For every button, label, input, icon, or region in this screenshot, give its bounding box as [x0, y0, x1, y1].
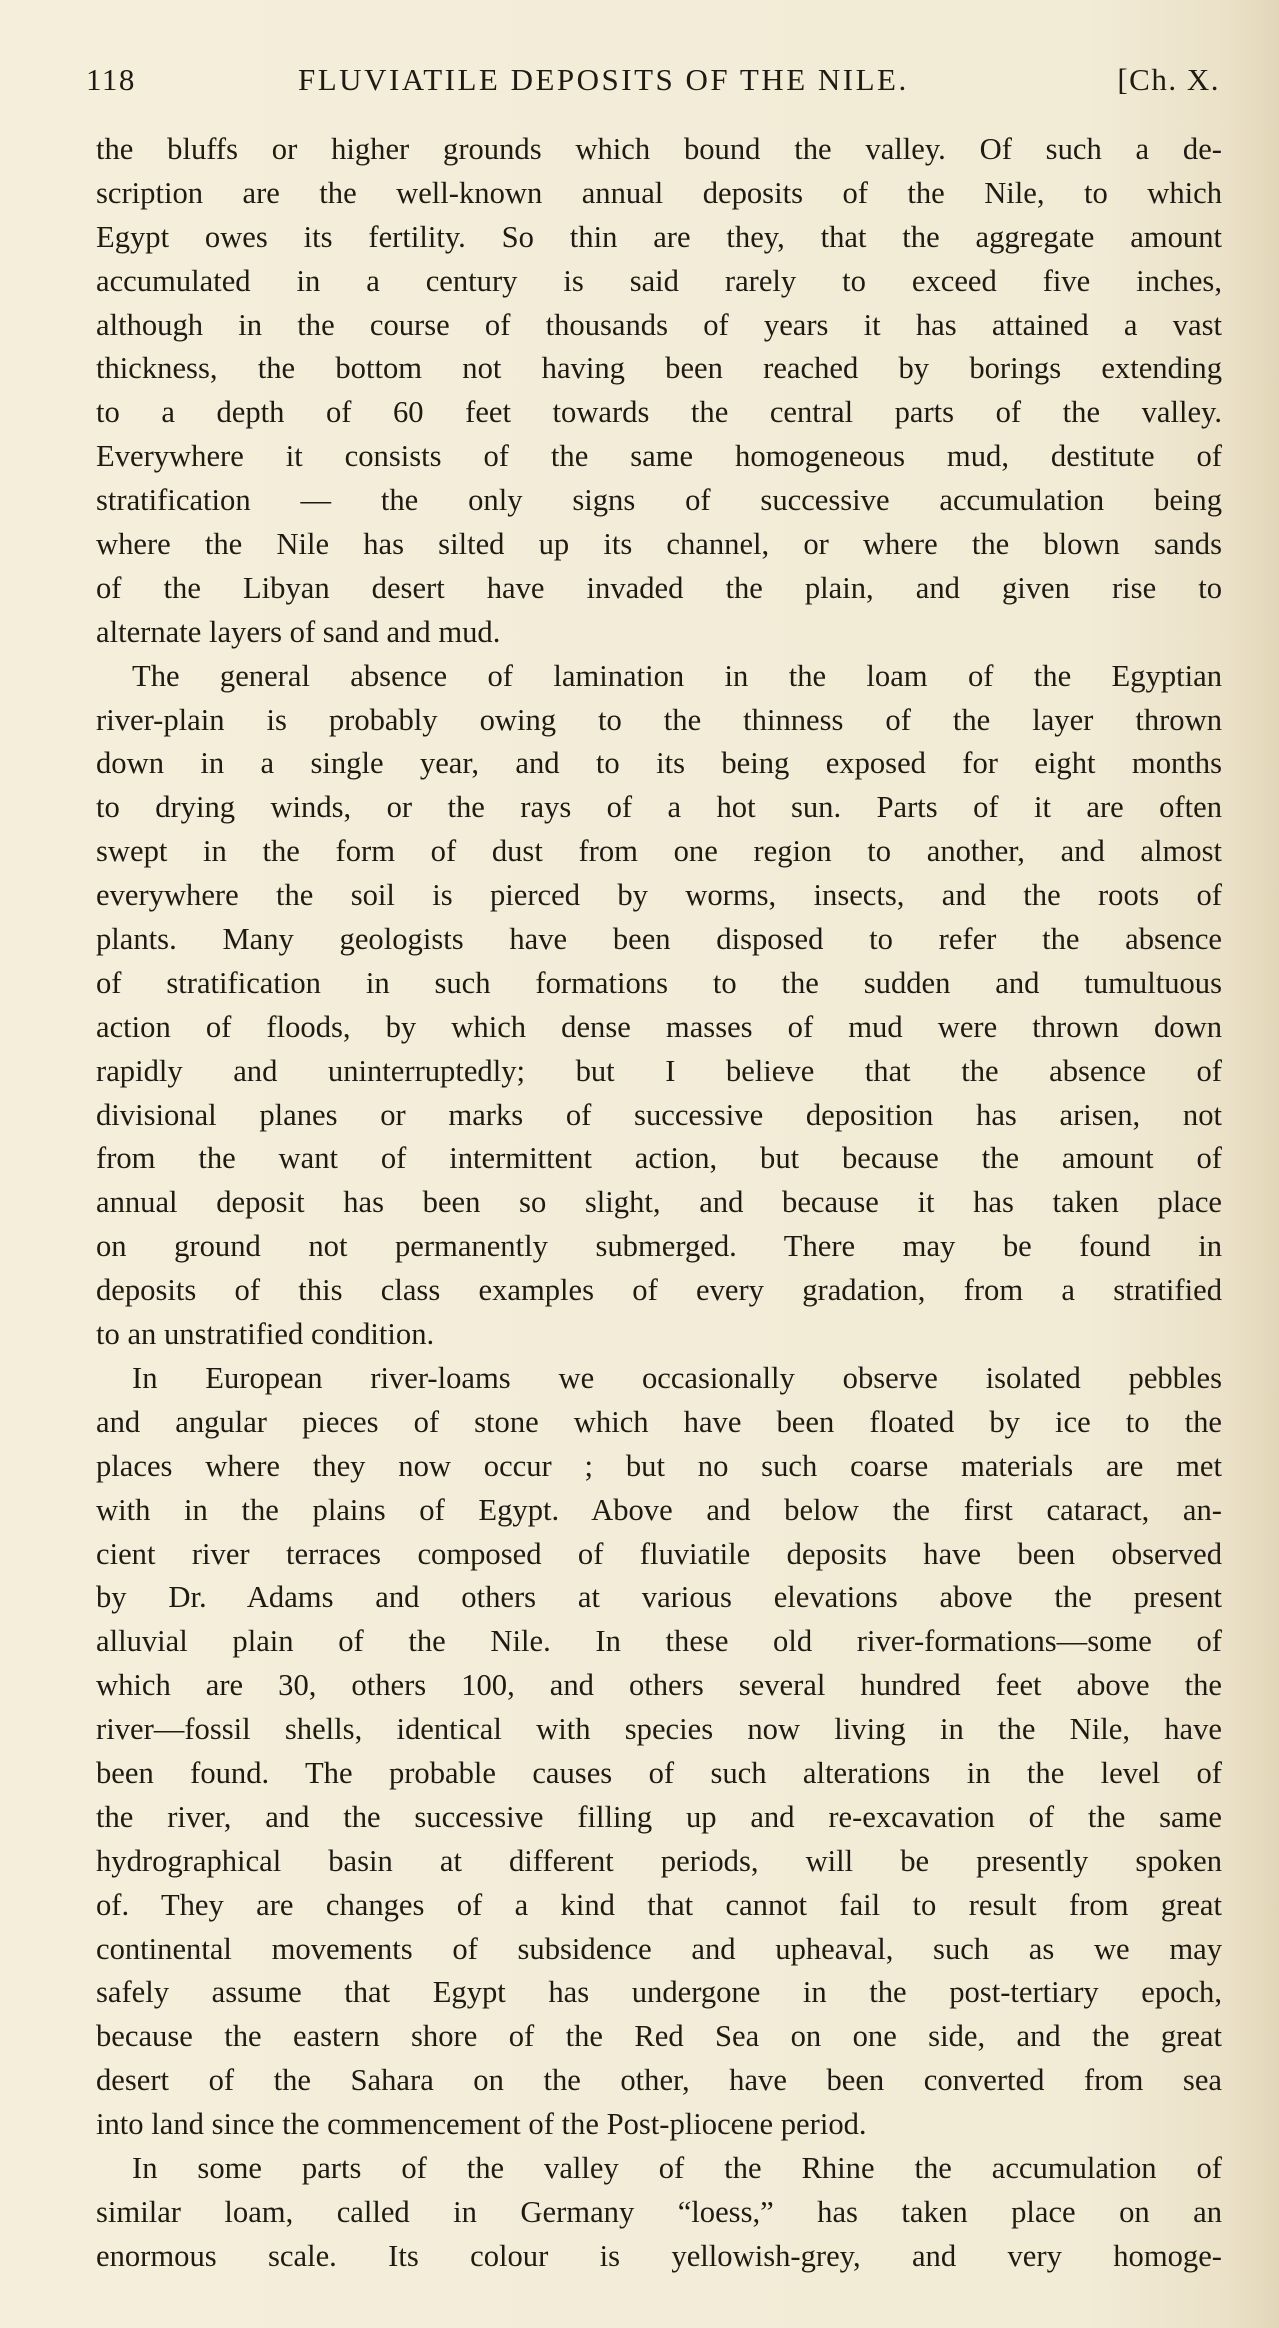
text-line: action of floods, by which dense masses of mud were thrown down [96, 1009, 1222, 1044]
text-line: plants. Many geologists have been disposed to refer the absence [96, 922, 1222, 957]
text-line: of. They are changes of a kind that cannot fail to result from great [96, 1887, 1222, 1922]
text-line: cient river terraces composed of fluviatile deposits have been observed [96, 1536, 1222, 1571]
text-line: on ground not permanently submerged. There may be found in [96, 1229, 1222, 1264]
chapter-label: [Ch. X. [1117, 62, 1220, 97]
text-line: Everywhere it consists of the same homogeneous mud, destitute of [96, 439, 1222, 474]
text-line: the river, and the successive filling up and re-excavation of the same [96, 1799, 1222, 1834]
text-line: from the want of intermittent action, but because the amount of [96, 1141, 1222, 1176]
running-title: FLUVIATILE DEPOSITS OF THE NILE. [298, 62, 909, 97]
text-line: to a depth of 60 feet towards the central parts of the valley. [96, 395, 1222, 430]
text-line: stratification — the only signs of successive accumulation being [96, 483, 1222, 518]
text-line: In European river-loams we occasionally observe isolated pebbles [132, 1360, 1222, 1395]
text-line: hydrographical basin at different periods, will be presently spoken [96, 1843, 1222, 1878]
text-line: to drying winds, or the rays of a hot sun. Parts of it are often [96, 790, 1222, 825]
text-line: of the Libyan desert have invaded the plain, and given rise to [96, 570, 1222, 605]
text-line: to an unstratified condition. [96, 1317, 435, 1352]
text-line: similar loam, called in Germany “loess,” has taken place on an [96, 2194, 1222, 2229]
text-line: down in a single year, and to its being exposed for eight months [96, 746, 1222, 781]
text-line: In some parts of the valley of the Rhine the accumulation of [132, 2150, 1222, 2185]
running-header [86, 62, 1220, 114]
text-line: with in the plains of Egypt. Above and below the first cataract, an- [96, 1492, 1222, 1527]
text-line: desert of the Sahara on the other, have been converted from sea [96, 2063, 1222, 2098]
text-line: by Dr. Adams and others at various elevations above the present [96, 1580, 1222, 1615]
text-line: continental movements of subsidence and upheaval, such as we may [96, 1931, 1222, 1966]
text-line: enormous scale. Its colour is yellowish-grey, and very homoge- [96, 2238, 1222, 2273]
text-line: thickness, the bottom not having been reached by borings extending [96, 351, 1222, 386]
text-line: river-plain is probably owing to the thinness of the layer thrown [96, 702, 1222, 737]
text-line: accumulated in a century is said rarely to exceed five inches, [96, 263, 1222, 298]
text-line: Egypt owes its fertility. So thin are they, that the aggregate amount [96, 219, 1222, 254]
text-line: been found. The probable causes of such alterations in the level of [96, 1755, 1222, 1790]
text-line: rapidly and uninterruptedly; but I believe that the absence of [96, 1053, 1222, 1088]
text-line: into land since the commencement of the Post-pliocene period. [96, 2107, 867, 2142]
text-line: because the eastern shore of the Red Sea on one side, and the great [96, 2019, 1222, 2054]
text-line: of stratification in such formations to the sudden and tumultuous [96, 965, 1222, 1000]
text-line: which are 30, others 100, and others several hundred feet above the [96, 1668, 1222, 1703]
text-line: where the Nile has silted up its channel, or where the blown sands [96, 527, 1222, 562]
text-line: everywhere the soil is pierced by worms, insects, and the roots of [96, 878, 1222, 913]
text-line: deposits of this class examples of every gradation, from a stratified [96, 1273, 1222, 1308]
text-line: The general absence of lamination in the loam of the Egyptian [132, 658, 1222, 693]
text-line: the bluffs or higher grounds which bound the valley. Of such a de- [96, 132, 1222, 166]
text-line: annual deposit has been so slight, and because it has taken place [96, 1185, 1222, 1220]
text-line: alternate layers of sand and mud. [96, 614, 501, 649]
text-line: alluvial plain of the Nile. In these old river-formations—some of [96, 1624, 1222, 1659]
text-line: river—fossil shells, identical with species now living in the Nile, have [96, 1712, 1222, 1747]
text-line: scription are the well-known annual deposits of the Nile, to which [96, 175, 1222, 210]
text-line: safely assume that Egypt has undergone in the post-tertiary epoch, [96, 1975, 1222, 2010]
text-line: and angular pieces of stone which have been floated by ice to the [96, 1404, 1222, 1439]
text-line: although in the course of thousands of years it has attained a vast [96, 307, 1222, 342]
text-line: places where they now occur ; but no such coarse materials are met [96, 1448, 1222, 1483]
text-line: swept in the form of dust from one region to another, and almost [96, 834, 1222, 869]
body-text [96, 128, 1222, 2279]
text-line: divisional planes or marks of successive deposition has arisen, not [96, 1097, 1222, 1132]
page-number: 118 [86, 62, 136, 97]
